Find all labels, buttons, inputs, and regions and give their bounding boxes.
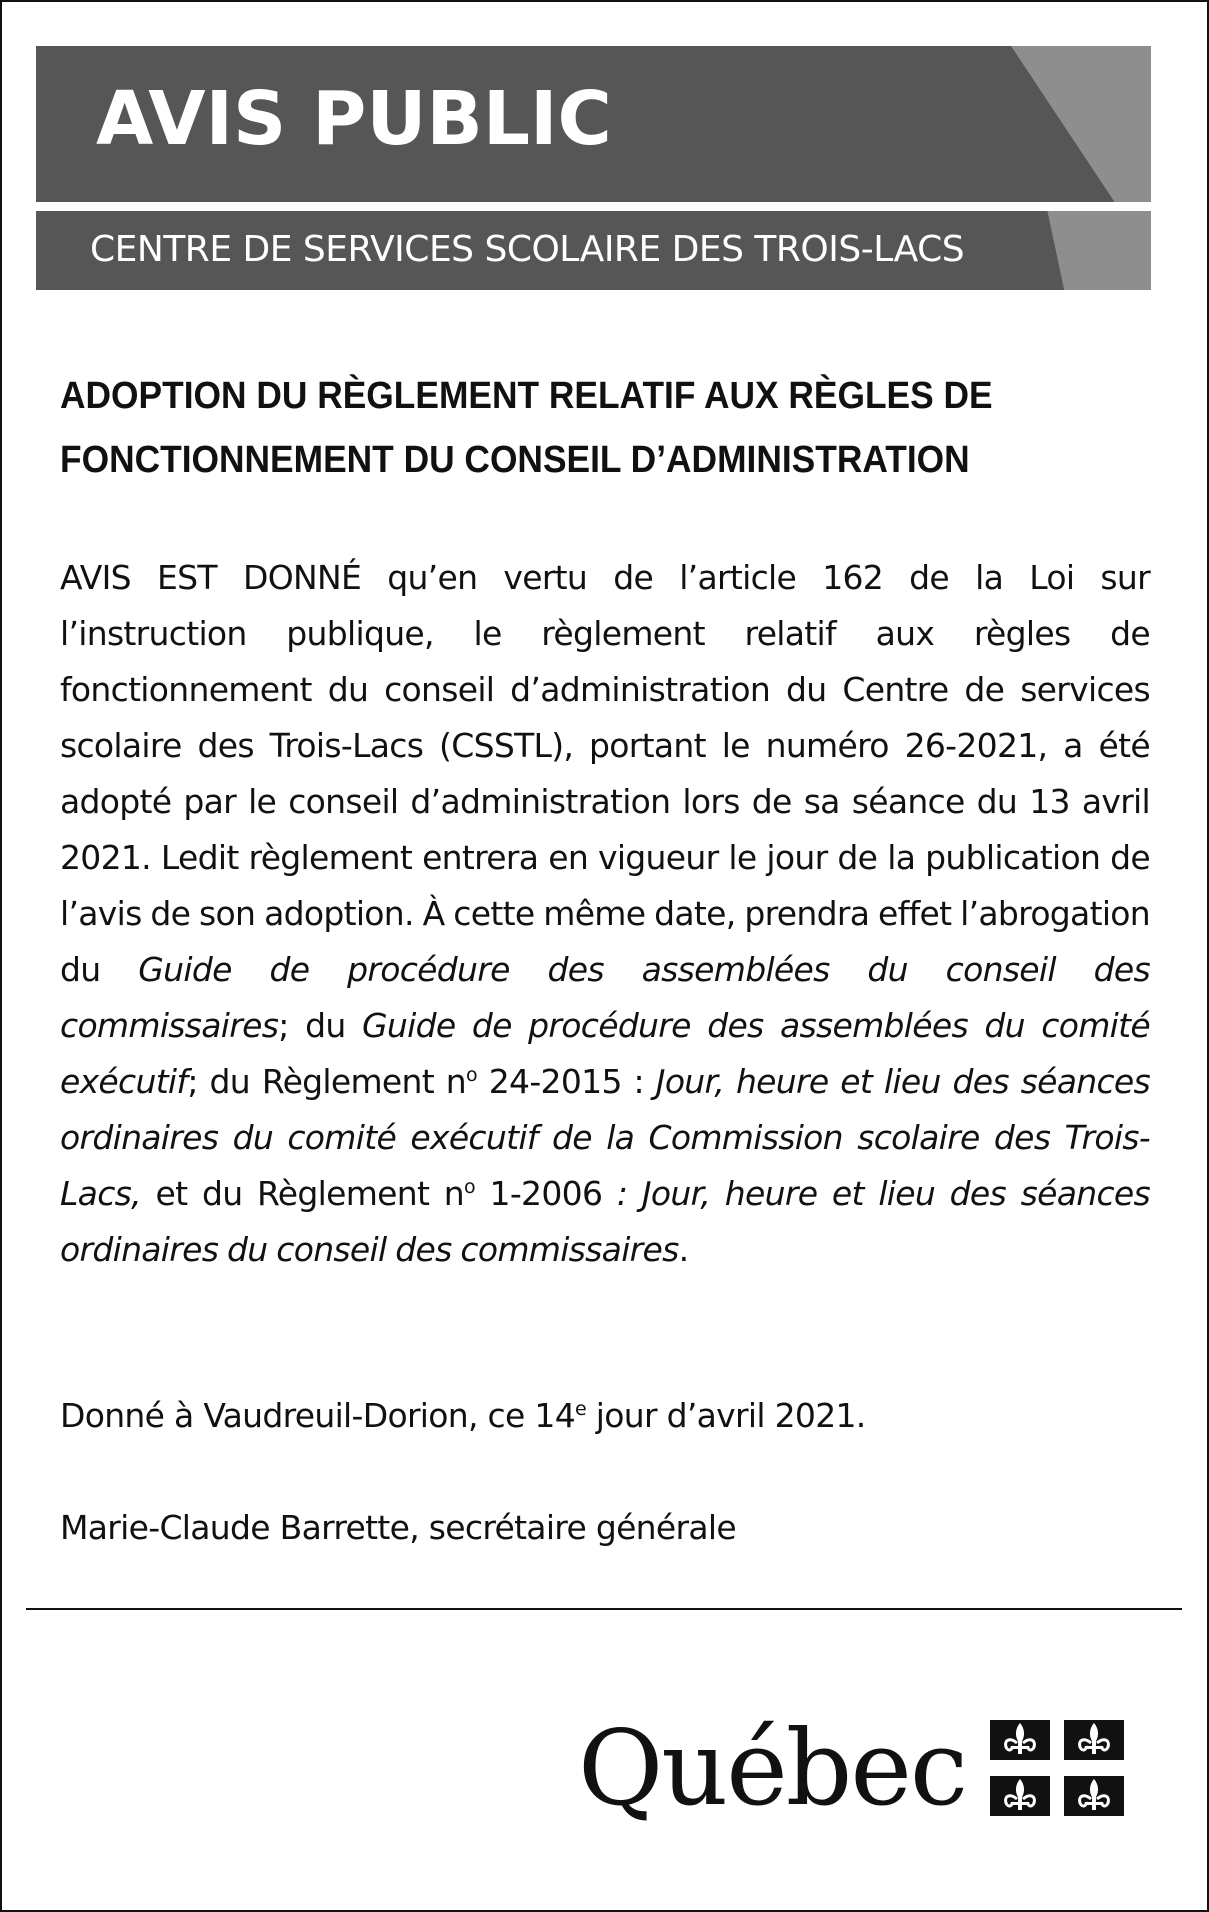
title-banner — [36, 46, 1151, 202]
body-text-5: et du Règlement n — [140, 1174, 465, 1213]
signature-line: Marie-Claude Barrette, secrétaire générale — [60, 1508, 736, 1547]
given-superscript: e — [575, 1398, 586, 1420]
notice-title: AVIS PUBLIC — [96, 76, 612, 162]
banner-accent-wedge-lower — [1011, 211, 1151, 290]
body-text-1: AVIS EST DONNÉ qu’en vertu de l’article 162 de la Loi sur l’instruction publique, le règlement relatif aux règles de fonctionnement du conseil d’administration du Centre de services scolaire des Trois-Lacs (CSSTL), portant le numéro 26-2021, a été adopté par le conseil d’administration lors de sa séance du 13 avril 2021. Ledit règlement entrera en vigueur le jour de la publication de l’avis de son adoption. À cette même date, prendra effet l’abrogation du — [60, 558, 1150, 989]
body-superscript-2: o — [464, 1176, 475, 1198]
heading-line-2: FONCTIONNEMENT DU CONSEIL D’ADMINISTRATION — [60, 439, 970, 481]
given-date-line — [60, 1388, 866, 1444]
body-italic-2: Guide de procédure des assemblées du comité exécutif — [60, 1006, 1150, 1101]
organization-banner — [36, 211, 1151, 290]
quebec-logo-wordmark: Québec — [578, 1707, 967, 1829]
fleurdelise-flag-icon — [990, 1720, 1124, 1816]
given-text: Donné à Vaudreuil-Dorion, ce 14 — [60, 1396, 575, 1435]
banner-accent-wedge — [1011, 46, 1151, 202]
quebec-logo — [578, 1708, 1128, 1828]
footer-divider — [26, 1608, 1182, 1610]
organization-name: CENTRE DE SERVICES SCOLAIRE DES TROIS-LACS — [90, 229, 965, 270]
notice-heading — [60, 364, 1074, 492]
body-italic-3: Jour, heure et lieu des séances ordinaires du comité exécutif de la Commission scolaire des Trois-Lacs, — [60, 1062, 1150, 1213]
body-italic-1: Guide de procédure des assemblées du conseil des commissaires — [60, 950, 1150, 1045]
body-text-3: ; du Règlement n — [187, 1062, 467, 1101]
body-text-7: . — [678, 1230, 689, 1269]
body-text-6: 1-2006 — [474, 1174, 617, 1213]
body-italic-4: : Jour, heure et lieu des séances ordinaires du conseil des commissaires — [60, 1174, 1150, 1269]
heading-line-1: ADOPTION DU RÈGLEMENT RELATIF AUX RÈGLES DE — [60, 375, 993, 417]
body-text-4: 24-2015 : — [476, 1062, 656, 1101]
notice-body — [60, 550, 1150, 1278]
body-superscript-1: o — [466, 1064, 477, 1086]
given-text-end: jour d’avril 2021. — [586, 1396, 866, 1435]
body-text-2: ; du — [278, 1006, 363, 1045]
